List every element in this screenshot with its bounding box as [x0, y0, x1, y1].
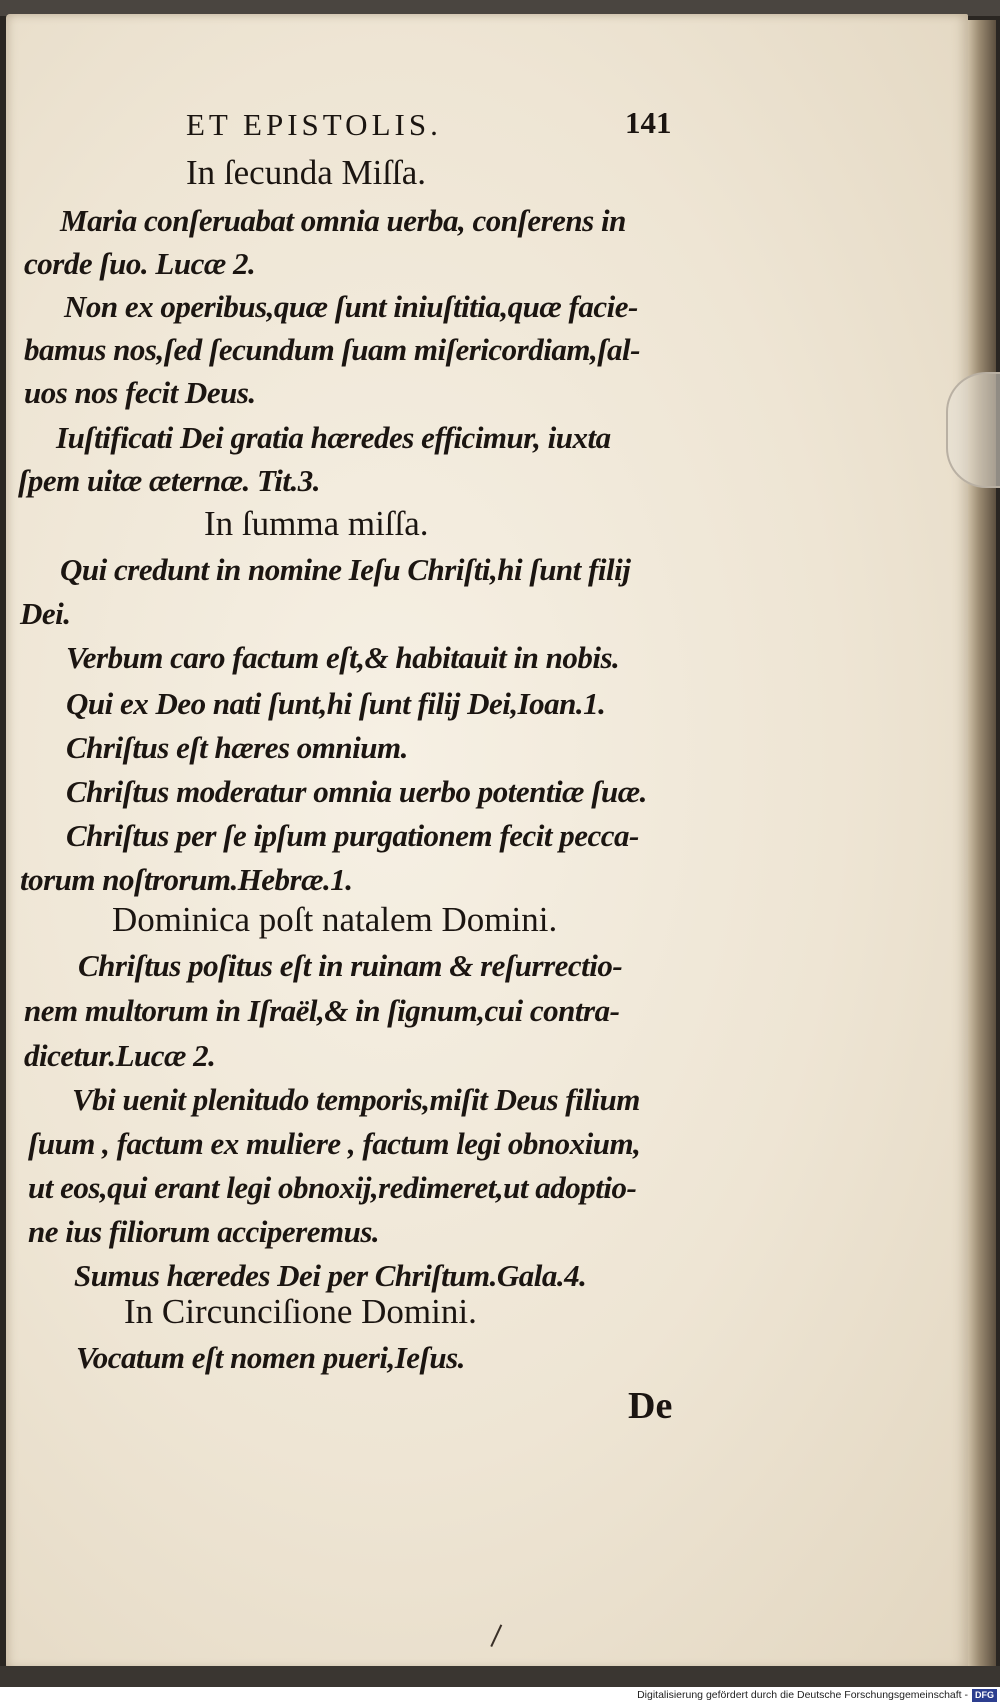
text-line: Chriſtus per ſe ipſum purgationem fecit pecca-	[66, 818, 639, 853]
scan-bottom-edge	[0, 1666, 1000, 1687]
text-line: ut eos,qui erant legi obnoxij,redimeret,ut adoptio-	[28, 1170, 637, 1205]
text-line: torum noſtrorum.Hebræ.1.	[20, 862, 353, 897]
running-head: ET EPISTOLIS.	[186, 107, 442, 142]
heading-circuncisione-domini: In Circunciſione Domini.	[124, 1292, 477, 1331]
text-line: Dei.	[20, 596, 71, 631]
heading-dominica-post-natalem: Dominica poſt natalem Domini.	[112, 900, 558, 939]
text-line: Verbum caro factum eſt,& habitauit in nobis.	[66, 640, 620, 675]
text-line: Chriſtus eſt hæres omnium.	[66, 730, 408, 765]
text-line: nem multorum in Iſraël,& in ſignum,cui contra-	[24, 993, 620, 1028]
footer-text: Digitalisierung gefördert durch die Deutsche Forschungsgemeinschaft -	[637, 1689, 968, 1701]
catchword: De	[628, 1385, 673, 1427]
text-line: Non ex operibus,quæ ſunt iniuſtitia,quæ facie-	[64, 289, 638, 324]
text-line: Qui credunt in nomine Ieſu Chriſti,hi ſunt filij	[60, 552, 631, 587]
text-line: Iuſtificati Dei gratia hæredes efficimur, iuxta	[56, 420, 611, 455]
text-line: Qui ex Deo nati ſunt,hi ſunt filij Dei,Ioan.1.	[66, 686, 606, 721]
text-line: Maria conſeruabat omnia uerba, conſerens in	[60, 203, 626, 238]
text-line: Vocatum eſt nomen pueri,Ieſus.	[76, 1340, 465, 1375]
heading-secunda-missa: In ſecunda Miſſa.	[186, 153, 427, 192]
text-line: ne ius filiorum acciperemus.	[28, 1214, 380, 1249]
text-line: ſuum , factum ex muliere , factum legi obnoxium,	[28, 1126, 641, 1161]
text-line: Chriſtus poſitus eſt in ruinam & reſurrectio-	[78, 948, 623, 983]
text-line: corde ſuo. Lucæ 2.	[24, 246, 256, 281]
text-line: Vbi uenit plenitudo temporis,miſit Deus filium	[72, 1082, 640, 1117]
digitization-footer	[0, 1687, 1000, 1703]
page-fore-edge	[968, 20, 996, 1670]
text-line: ſpem uitæ æternæ. Tit.3.	[18, 463, 321, 498]
text-line: bamus nos,ſed ſecundum ſuam miſericordiam,ſal-	[24, 332, 640, 367]
text-line: Chriſtus moderatur omnia uerbo potentiæ ſuæ.	[66, 774, 647, 809]
page-clip	[946, 372, 1000, 488]
text-line: uos nos fecit Deus.	[24, 375, 256, 410]
text-line: dicetur.Lucæ 2.	[24, 1038, 216, 1073]
heading-summa-missa: In ſumma miſſa.	[204, 504, 429, 543]
page-number: 141	[625, 105, 672, 140]
dfg-logo: DFG	[972, 1689, 997, 1702]
text-line: Sumus hæredes Dei per Chriſtum.Gala.4.	[74, 1258, 587, 1293]
